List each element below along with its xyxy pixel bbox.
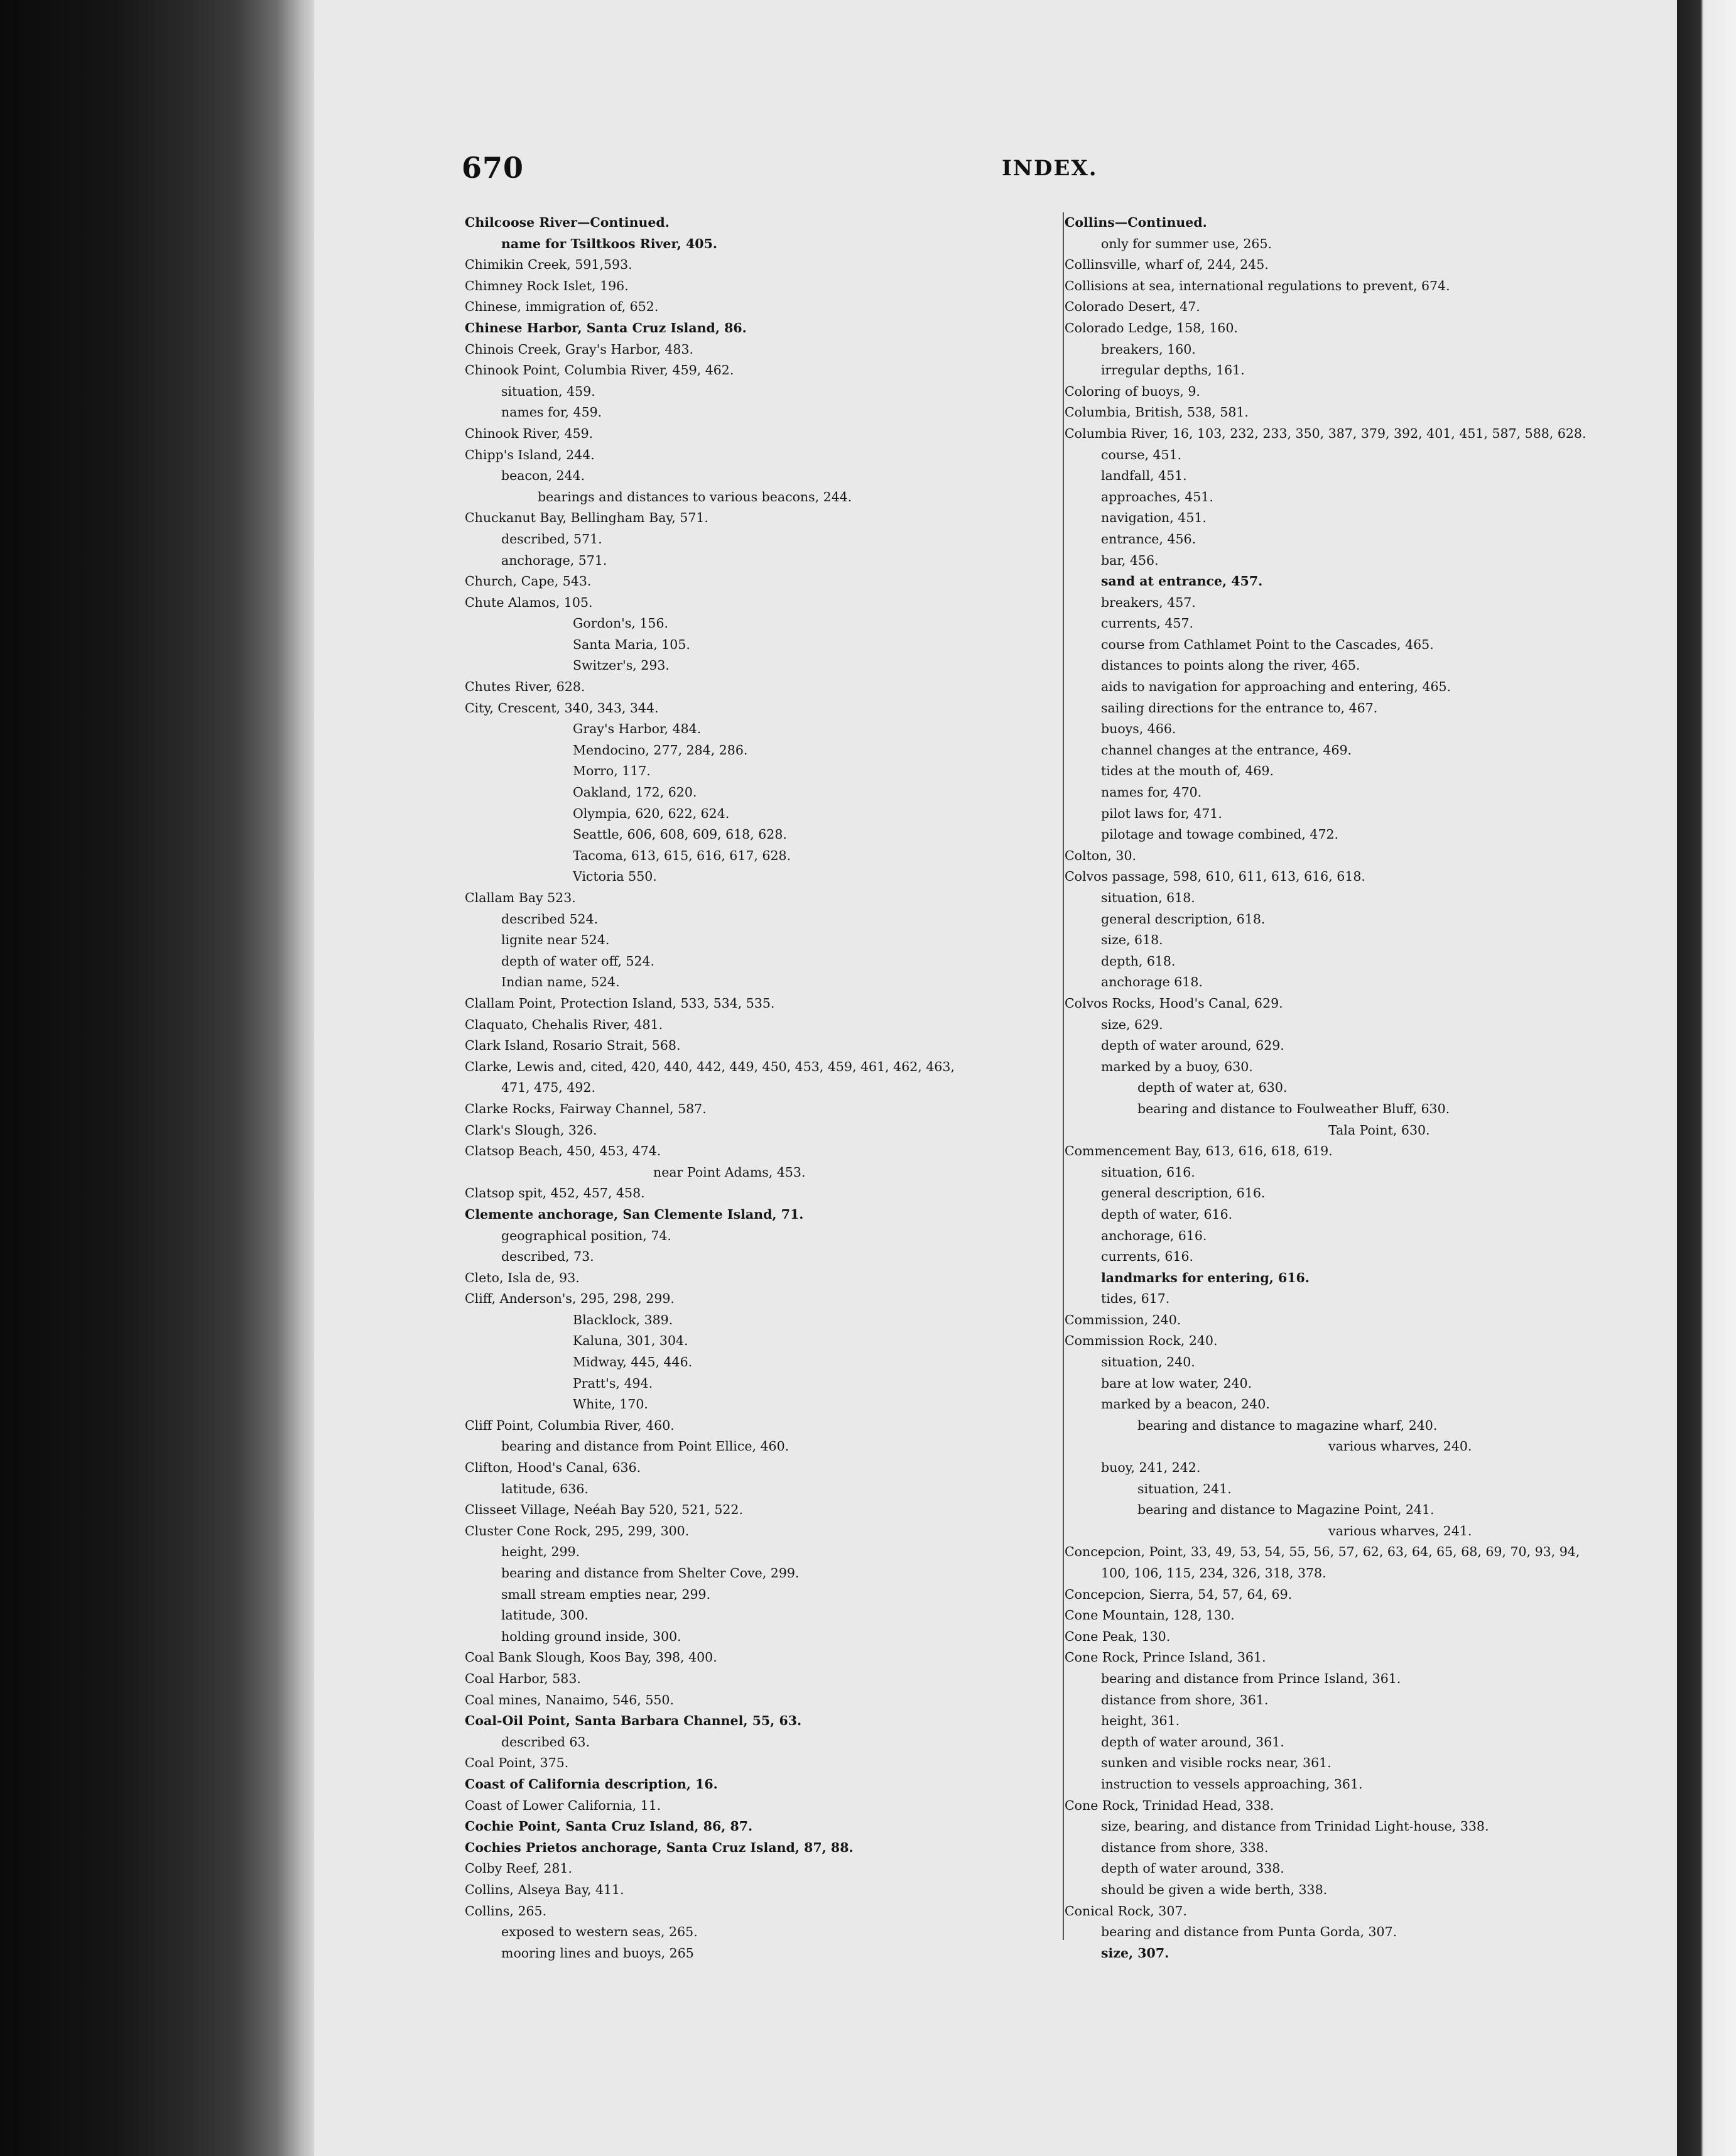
index-subentry: Olympia, 620, 622, 624. bbox=[573, 805, 730, 821]
index-entry: Chinese, immigration of, 652. bbox=[465, 299, 659, 315]
index-subentry: Midway, 445, 446. bbox=[573, 1354, 693, 1370]
index-subentry: Blacklock, 389. bbox=[573, 1312, 673, 1327]
index-entry: Coloring of buoys, 9. bbox=[1065, 383, 1200, 399]
index-subentry: breakers, 457. bbox=[1101, 594, 1196, 610]
index-entry: Coal Bank Slough, Koos Bay, 398, 400. bbox=[465, 1650, 717, 1665]
index-subentry: irregular depths, 161. bbox=[1101, 362, 1245, 378]
index-subentry: size, 307. bbox=[1101, 1945, 1169, 1961]
index-subentry: only for summer use, 265. bbox=[1101, 236, 1272, 251]
index-subentry: currents, 457. bbox=[1101, 616, 1194, 631]
index-entry: Coal Harbor, 583. bbox=[465, 1670, 581, 1686]
index-subentry: currents, 616. bbox=[1101, 1249, 1194, 1265]
index-subentry: Gray's Harbor, 484. bbox=[573, 721, 702, 737]
index-subentry: entrance, 456. bbox=[1101, 531, 1196, 547]
index-entry: Clallam Point, Protection Island, 533, 534, 535. bbox=[465, 995, 775, 1011]
index-entry: Clarke, Lewis and, cited, 420, 440, 442, 449, 450, 453, 459, 461, 462, 463, bbox=[465, 1059, 955, 1074]
index-subentry: depth of water, 616. bbox=[1101, 1206, 1233, 1222]
index-entry: Chipp's Island, 244. bbox=[465, 447, 595, 462]
index-entry: Cleto, Isla de, 93. bbox=[465, 1270, 580, 1285]
index-entry: Claquato, Chehalis River, 481. bbox=[465, 1016, 663, 1032]
index-subentry: beacon, 244. bbox=[501, 468, 585, 484]
index-entry: Clifton, Hood's Canal, 636. bbox=[465, 1460, 641, 1476]
index-subentry: described, 571. bbox=[501, 531, 602, 547]
index-entry: Cliff Point, Columbia River, 460. bbox=[465, 1417, 675, 1433]
index-entry: Cliff, Anderson's, 295, 298, 299. bbox=[465, 1291, 675, 1307]
index-subentry: distance from shore, 361. bbox=[1101, 1692, 1269, 1707]
index-subentry: anchorage, 571. bbox=[501, 552, 607, 568]
index-subentry: buoy, 241, 242. bbox=[1101, 1460, 1201, 1476]
index-entry: Cluster Cone Rock, 295, 299, 300. bbox=[465, 1523, 690, 1538]
index-entry: Collisions at sea, international regulations to prevent, 674. bbox=[1065, 278, 1450, 293]
right-page-edge bbox=[1677, 0, 1736, 2156]
index-subentry: tides at the mouth of, 469. bbox=[1101, 763, 1274, 779]
index-subentry: situation, 241. bbox=[1137, 1481, 1232, 1496]
index-subentry: distance from shore, 338. bbox=[1101, 1839, 1269, 1855]
index-entry: Chilcoose River—Continued. bbox=[465, 215, 670, 230]
index-subentry: depth of water at, 630. bbox=[1137, 1080, 1288, 1096]
index-subentry: 471, 475, 492. bbox=[501, 1080, 595, 1096]
index-subentry: bearing and distance to Magazine Point, 241. bbox=[1137, 1502, 1435, 1518]
index-subentry: Tala Point, 630. bbox=[1328, 1122, 1430, 1138]
index-subentry: tides, 617. bbox=[1101, 1291, 1170, 1307]
index-subentry: pilot laws for, 471. bbox=[1101, 805, 1222, 821]
index-subentry: size, 618. bbox=[1101, 932, 1163, 948]
index-entry: Colvos Rocks, Hood's Canal, 629. bbox=[1065, 995, 1283, 1011]
index-subentry: height, 361. bbox=[1101, 1713, 1180, 1729]
index-entry: Colton, 30. bbox=[1065, 847, 1137, 863]
index-subentry: anchorage, 616. bbox=[1101, 1228, 1207, 1243]
index-subentry: general description, 616. bbox=[1101, 1185, 1266, 1201]
index-entry: Colvos passage, 598, 610, 611, 613, 616, 618. bbox=[1065, 869, 1365, 885]
column-divider bbox=[1063, 212, 1064, 1940]
index-subentry: situation, 459. bbox=[501, 383, 595, 399]
index-subentry: Tacoma, 613, 615, 616, 617, 628. bbox=[573, 847, 791, 863]
index-entry: Commencement Bay, 613, 616, 618, 619. bbox=[1065, 1143, 1333, 1159]
index-entry: Cone Peak, 130. bbox=[1065, 1628, 1171, 1644]
index-entry: Clatsop spit, 452, 457, 458. bbox=[465, 1185, 645, 1201]
index-subentry: sailing directions for the entrance to, 467. bbox=[1101, 700, 1378, 716]
index-subentry: Switzer's, 293. bbox=[573, 658, 670, 673]
index-subentry: various wharves, 241. bbox=[1328, 1523, 1472, 1538]
index-entry: Clark's Slough, 326. bbox=[465, 1122, 597, 1138]
index-entry: City, Crescent, 340, 343, 344. bbox=[465, 700, 659, 716]
index-subentry: buoys, 466. bbox=[1101, 721, 1176, 737]
index-entry: Collins, 265. bbox=[465, 1903, 547, 1919]
index-subentry: landfall, 451. bbox=[1101, 468, 1187, 484]
index-subentry: geographical position, 74. bbox=[501, 1228, 671, 1243]
index-entry: Clemente anchorage, San Clemente Island, 71. bbox=[465, 1206, 804, 1222]
index-entry: Columbia, British, 538, 581. bbox=[1065, 405, 1249, 420]
index-subentry: channel changes at the entrance, 469. bbox=[1101, 742, 1352, 758]
index-subentry: situation, 240. bbox=[1101, 1354, 1195, 1370]
index-entry: Chinook Point, Columbia River, 459, 462. bbox=[465, 362, 734, 378]
index-subentry: marked by a beacon, 240. bbox=[1101, 1396, 1270, 1412]
index-subentry: bearing and distance to Foulweather Bluff, 630. bbox=[1137, 1101, 1450, 1116]
index-subentry: depth, 618. bbox=[1101, 953, 1176, 969]
index-subentry: bearing and distance from Shelter Cove, 299. bbox=[501, 1565, 800, 1581]
index-subentry: Pratt's, 494. bbox=[573, 1375, 653, 1391]
index-subentry: anchorage 618. bbox=[1101, 974, 1203, 990]
index-subentry: height, 299. bbox=[501, 1544, 580, 1560]
index-subentry: breakers, 160. bbox=[1101, 341, 1196, 357]
index-subentry: course from Cathlamet Point to the Cascades, 465. bbox=[1101, 636, 1434, 652]
index-column-left bbox=[465, 212, 1055, 1964]
index-entry: Chutes River, 628. bbox=[465, 679, 585, 695]
index-subentry: situation, 618. bbox=[1101, 890, 1195, 905]
index-subentry: names for, 470. bbox=[1101, 785, 1202, 800]
index-subentry: small stream empties near, 299. bbox=[501, 1586, 711, 1602]
index-subentry: depth of water around, 361. bbox=[1101, 1734, 1284, 1750]
index-entry: Clatsop Beach, 450, 453, 474. bbox=[465, 1143, 661, 1159]
index-subentry: Kaluna, 301, 304. bbox=[573, 1333, 688, 1349]
index-subentry: lignite near 524. bbox=[501, 932, 610, 948]
index-entry: Colby Reef, 281. bbox=[465, 1861, 573, 1876]
index-subentry: bare at low water, 240. bbox=[1101, 1375, 1252, 1391]
index-subentry: Seattle, 606, 608, 609, 618, 628. bbox=[573, 827, 787, 842]
index-subentry: described, 73. bbox=[501, 1249, 594, 1265]
index-entry: Conical Rock, 307. bbox=[1065, 1903, 1187, 1919]
index-subentry: bearing and distance to magazine wharf, 240. bbox=[1137, 1417, 1438, 1433]
index-entry: Commission, 240. bbox=[1065, 1312, 1181, 1327]
index-subentry: marked by a buoy, 630. bbox=[1101, 1059, 1253, 1074]
index-subentry: aids to navigation for approaching and entering, 465. bbox=[1101, 679, 1451, 695]
index-subentry: Gordon's, 156. bbox=[573, 616, 669, 631]
index-subentry: Oakland, 172, 620. bbox=[573, 785, 697, 800]
index-subentry: depth of water around, 629. bbox=[1101, 1038, 1284, 1054]
index-subentry: latitude, 300. bbox=[501, 1608, 589, 1623]
index-entry: Colorado Desert, 47. bbox=[1065, 299, 1200, 315]
index-entry: Coal-Oil Point, Santa Barbara Channel, 55, 63. bbox=[465, 1713, 802, 1729]
index-entry: Chinese Harbor, Santa Cruz Island, 86. bbox=[465, 320, 747, 335]
index-subentry: size, 629. bbox=[1101, 1016, 1163, 1032]
running-head: INDEX. bbox=[1002, 156, 1098, 181]
index-subentry: holding ground inside, 300. bbox=[501, 1628, 681, 1644]
index-subentry: Morro, 117. bbox=[573, 763, 651, 779]
index-entry: Church, Cape, 543. bbox=[465, 574, 592, 589]
index-entry: Chute Alamos, 105. bbox=[465, 594, 593, 610]
index-subentry: pilotage and towage combined, 472. bbox=[1101, 827, 1339, 842]
index-subentry: bearing and distance from Prince Island, 361. bbox=[1101, 1670, 1401, 1686]
index-subentry: sunken and visible rocks near, 361. bbox=[1101, 1755, 1332, 1771]
index-subentry: bearings and distances to various beacons, 244. bbox=[538, 489, 852, 504]
index-subentry: 100, 106, 115, 234, 326, 318, 378. bbox=[1101, 1565, 1326, 1581]
index-entry: Columbia River, 16, 103, 232, 233, 350, 387, 379, 392, 401, 451, 587, 588, 628. bbox=[1065, 425, 1587, 441]
index-subentry: Mendocino, 277, 284, 286. bbox=[573, 742, 748, 758]
index-subentry: mooring lines and buoys, 265 bbox=[501, 1945, 694, 1961]
index-subentry: latitude, 636. bbox=[501, 1481, 589, 1496]
index-subentry: Indian name, 524. bbox=[501, 974, 620, 990]
index-entry: Clallam Bay 523. bbox=[465, 890, 576, 905]
index-subentry: near Point Adams, 453. bbox=[653, 1164, 806, 1180]
index-entry: Concepcion, Point, 33, 49, 53, 54, 55, 56, 57, 62, 63, 64, 65, 68, 69, 70, 93, 94, bbox=[1065, 1544, 1580, 1560]
index-subentry: depth of water around, 338. bbox=[1101, 1861, 1284, 1876]
index-entry: Clark Island, Rosario Strait, 568. bbox=[465, 1038, 681, 1054]
page-number: 670 bbox=[462, 151, 524, 185]
index-subentry: White, 170. bbox=[573, 1396, 648, 1412]
index-subentry: exposed to western seas, 265. bbox=[501, 1924, 698, 1940]
index-entry: Collins—Continued. bbox=[1065, 215, 1207, 230]
index-entry: Colorado Ledge, 158, 160. bbox=[1065, 320, 1238, 335]
index-subentry: bearing and distance from Point Ellice, 460. bbox=[501, 1439, 789, 1454]
index-entry: Coal Point, 375. bbox=[465, 1755, 569, 1771]
index-column-right bbox=[1065, 212, 1655, 1964]
index-subentry: general description, 618. bbox=[1101, 911, 1266, 927]
index-entry: Coast of Lower California, 11. bbox=[465, 1797, 661, 1813]
index-entry: Clarke Rocks, Fairway Channel, 587. bbox=[465, 1101, 707, 1116]
index-subentry: instruction to vessels approaching, 361. bbox=[1101, 1776, 1363, 1792]
index-entry: Cochie Point, Santa Cruz Island, 86, 87. bbox=[465, 1819, 753, 1834]
index-subentry: various wharves, 240. bbox=[1328, 1439, 1472, 1454]
index-subentry: course, 451. bbox=[1101, 447, 1182, 462]
index-subentry: navigation, 451. bbox=[1101, 510, 1207, 526]
index-entry: Chimikin Creek, 591,593. bbox=[465, 257, 632, 273]
index-subentry: should be given a wide berth, 338. bbox=[1101, 1881, 1328, 1897]
index-subentry: Victoria 550. bbox=[573, 869, 657, 885]
index-subentry: situation, 616. bbox=[1101, 1164, 1195, 1180]
index-entry: Commission Rock, 240. bbox=[1065, 1333, 1218, 1349]
index-subentry: depth of water off, 524. bbox=[501, 953, 655, 969]
index-entry: Concepcion, Sierra, 54, 57, 64, 69. bbox=[1065, 1586, 1293, 1602]
index-entry: Cone Mountain, 128, 130. bbox=[1065, 1608, 1235, 1623]
index-subentry: approaches, 451. bbox=[1101, 489, 1213, 504]
index-subentry: sand at entrance, 457. bbox=[1101, 574, 1263, 589]
index-entry: Collinsville, wharf of, 244, 245. bbox=[1065, 257, 1269, 273]
index-subentry: bearing and distance from Punta Gorda, 307. bbox=[1101, 1924, 1397, 1940]
index-subentry: Santa Maria, 105. bbox=[573, 636, 690, 652]
book-binding-edge bbox=[0, 0, 314, 2156]
index-entry: Clisseet Village, Neéah Bay 520, 521, 522. bbox=[465, 1502, 743, 1518]
index-entry: Cone Rock, Prince Island, 361. bbox=[1065, 1650, 1266, 1665]
index-entry: Coast of California description, 16. bbox=[465, 1776, 718, 1792]
index-subentry: size, bearing, and distance from Trinidad Light-house, 338. bbox=[1101, 1819, 1489, 1834]
index-entry: Chinook River, 459. bbox=[465, 425, 594, 441]
index-entry: Chinois Creek, Gray's Harbor, 483. bbox=[465, 341, 694, 357]
index-subentry: described 524. bbox=[501, 911, 599, 927]
index-entry: Coal mines, Nanaimo, 546, 550. bbox=[465, 1692, 674, 1707]
index-subentry: bar, 456. bbox=[1101, 552, 1159, 568]
index-entry: Cone Rock, Trinidad Head, 338. bbox=[1065, 1797, 1274, 1813]
index-entry: Chuckanut Bay, Bellingham Bay, 571. bbox=[465, 510, 708, 526]
index-subentry: described 63. bbox=[501, 1734, 590, 1750]
index-subentry: distances to points along the river, 465. bbox=[1101, 658, 1360, 673]
index-entry: Collins, Alseya Bay, 411. bbox=[465, 1881, 624, 1897]
index-subentry: landmarks for entering, 616. bbox=[1101, 1270, 1310, 1285]
index-subentry: name for Tsiltkoos River, 405. bbox=[501, 236, 717, 251]
index-entry: Chimney Rock Islet, 196. bbox=[465, 278, 629, 293]
index-subentry: names for, 459. bbox=[501, 405, 602, 420]
index-entry: Cochies Prietos anchorage, Santa Cruz Island, 87, 88. bbox=[465, 1839, 854, 1855]
